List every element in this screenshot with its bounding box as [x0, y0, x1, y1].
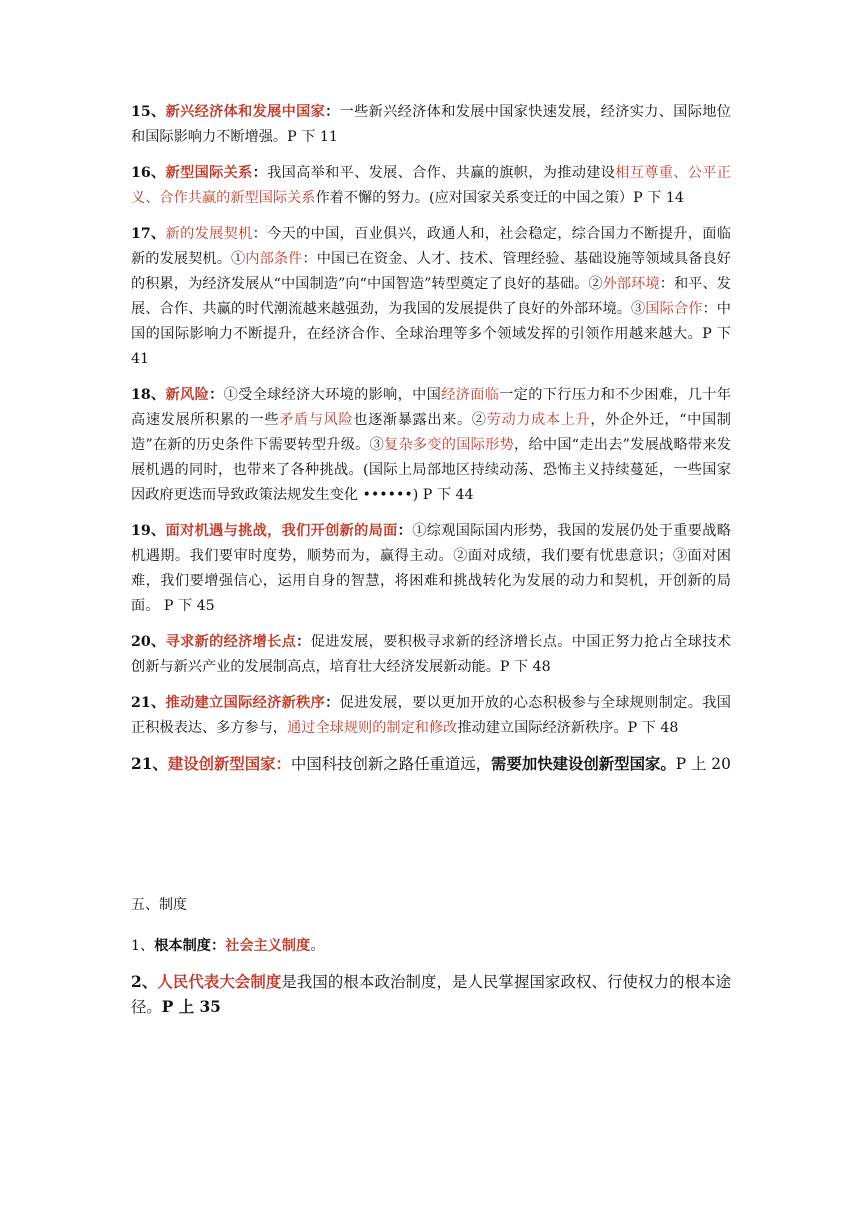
point-text-segment: 国际合作	[645, 301, 703, 317]
point-text-segment: 19、	[131, 523, 166, 539]
point-text-segment: 新风险	[165, 387, 210, 403]
point-text-segment: 17、	[131, 226, 166, 242]
knowledge-points-list	[131, 100, 731, 777]
knowledge-point	[131, 630, 731, 680]
point-text-segment: 作着不懈的努力。(应对国家关系变迁的中国之策）P 下 14	[315, 190, 684, 206]
point-text-segment: 新兴经济体和发展中国家	[165, 104, 326, 120]
point-text-segment: 15、	[131, 104, 166, 120]
point-text-segment: 面对机遇与挑战，我们开创新的局面	[165, 523, 398, 539]
point-text-segment: 新型国际关系	[165, 165, 253, 181]
point-text-segment: ：	[296, 634, 311, 650]
point-text-segment: 促进发展，要积极寻求新的经济增长点。中国正努力抢占全球技术创新与新兴产业的发展制高点，培育壮大经济发展新动能。P 下 48	[131, 634, 731, 675]
point-text-segment: 推动建立国际经济新秩序	[165, 695, 326, 711]
point-text-segment: ：	[325, 104, 340, 120]
point-text-segment: 。	[310, 938, 325, 954]
point-text-segment: 1、	[131, 938, 155, 954]
point-text-segment: ①受全球经济大环境的影响，中国	[223, 387, 442, 403]
point-text-segment: ：	[209, 387, 224, 403]
point-text-segment: 建设创新型国家：	[167, 755, 291, 773]
point-text-segment: 人民代表大会制度	[157, 973, 282, 991]
point-text-segment: ①综观国际国内形势，我国的发展仍处于重要战略机遇期。我们要审时度势，顺势而为，赢得主动。②面对成绩，我们要有忧患意识；③面对困难，我们要增强信心，运用自身的智慧，将困难和挑战转化为发展的动力和契机，开创新的局面。 P 下 45	[131, 523, 731, 614]
point-text-segment: 我国高举和平、发展、合作、共赢的旗帜，为推动建设	[267, 165, 616, 181]
point-text-segment: ，外企外迁，“中国制造”在新的历史条件下需要转型升级。③	[131, 412, 731, 453]
knowledge-point	[131, 161, 731, 211]
knowledge-point	[131, 100, 731, 150]
point-text-segment: ：今天的中国，百业俱兴，政通人和，社会稳定，综合国力不断提升，面临新的发展契机。①	[131, 226, 731, 267]
point-text-segment: 推动建立国际经济新秩序。P 下 48	[457, 720, 679, 736]
point-text-segment: 促进发展，要以更加开放的心态积极参与全球规则制定。我国正积极表达、多方参与，	[131, 695, 731, 736]
point-text-segment: 中国科技创新之路任重道远，	[290, 755, 492, 773]
point-text-segment: ：中国的国际影响力不断提升，在经济合作、全球治理等多个领域发挥的引领作用越来越大。P 下 41	[131, 301, 731, 367]
knowledge-point	[131, 222, 731, 372]
point-text-segment: ：	[252, 165, 268, 181]
section-heading: 五、制度	[131, 897, 187, 913]
knowledge-point	[131, 970, 731, 1020]
point-text-segment: 复杂多变的国际形势	[384, 437, 515, 453]
point-text-segment: 一些新兴经济体和发展中国家快速发展，经济实力、国际地位和国际影响力不断增强。P 下 11	[131, 104, 731, 145]
point-text-segment: 一定的下行压力和不少困难，几十年高速发展所积累的一些	[131, 387, 731, 428]
point-text-segment: ，给中国“走出去”发展战略带来发展机遇的同时，也带来了各种挑战。(国际上局部地区持续动荡、恐怖主义持续蔓延，一些国家因政府更迭而导致政策法规发生变化 ••••••) P 下 44	[131, 437, 731, 503]
point-text-segment: ：和平、发展、合作、共赢的时代潮流越来越强劲，为我国的发展提供了良好的外部环境。③	[131, 276, 731, 317]
point-text-segment: 2、	[131, 973, 158, 991]
point-text-segment: 根本制度：	[154, 938, 226, 954]
knowledge-point	[131, 752, 731, 777]
point-text-segment: 需要加快建设创新型国家。	[491, 755, 676, 773]
point-text-segment: 社会主义制度	[225, 938, 311, 954]
knowledge-point	[131, 519, 731, 619]
point-text-segment: 21、	[131, 695, 166, 711]
point-text-segment: 是我国的根本政治制度，是人民掌握国家政权、行使权力的根本途径。	[131, 973, 731, 1016]
section-spacer	[131, 788, 731, 894]
knowledge-point	[131, 383, 731, 508]
point-text-segment: 18、	[131, 387, 166, 403]
point-text-segment: 寻求新的经济增长点	[165, 634, 297, 650]
point-text-segment: P 上 20	[675, 755, 731, 773]
point-text-segment: 经济面临	[441, 387, 500, 403]
point-text-segment: 21、	[131, 755, 168, 773]
point-text-segment: 劳动力成本上升	[486, 412, 591, 428]
point-text-segment: 相互尊重、公平正义、合作共赢的新型国际关系	[131, 165, 731, 206]
point-text-segment: P 上 35	[161, 998, 221, 1016]
point-text-segment: 16、	[131, 165, 166, 181]
point-text-segment: ：	[325, 695, 340, 711]
institution-points-list	[131, 934, 731, 1020]
point-text-segment: 通过全球规则的制定和修改	[287, 720, 458, 736]
knowledge-point	[131, 691, 731, 741]
point-text-segment: 矛盾与风险	[279, 412, 354, 428]
point-text-segment: 外部环境	[602, 276, 660, 292]
document-page	[131, 100, 731, 1031]
point-text-segment: 也逐渐暴露出来。②	[353, 412, 487, 428]
point-text-segment: ：中国已在资金、人才、技术、管理经验、基础设施等领域具备良好的积累，为经济发展从“中国制造”向“中国智造”转型奠定了良好的基础。②	[131, 251, 731, 292]
point-text-segment: ：	[397, 523, 413, 539]
point-text-segment: 内部条件	[245, 251, 303, 267]
knowledge-point	[131, 934, 731, 959]
point-text-segment: 新的发展契机	[165, 226, 253, 242]
point-text-segment: 20、	[131, 634, 166, 650]
